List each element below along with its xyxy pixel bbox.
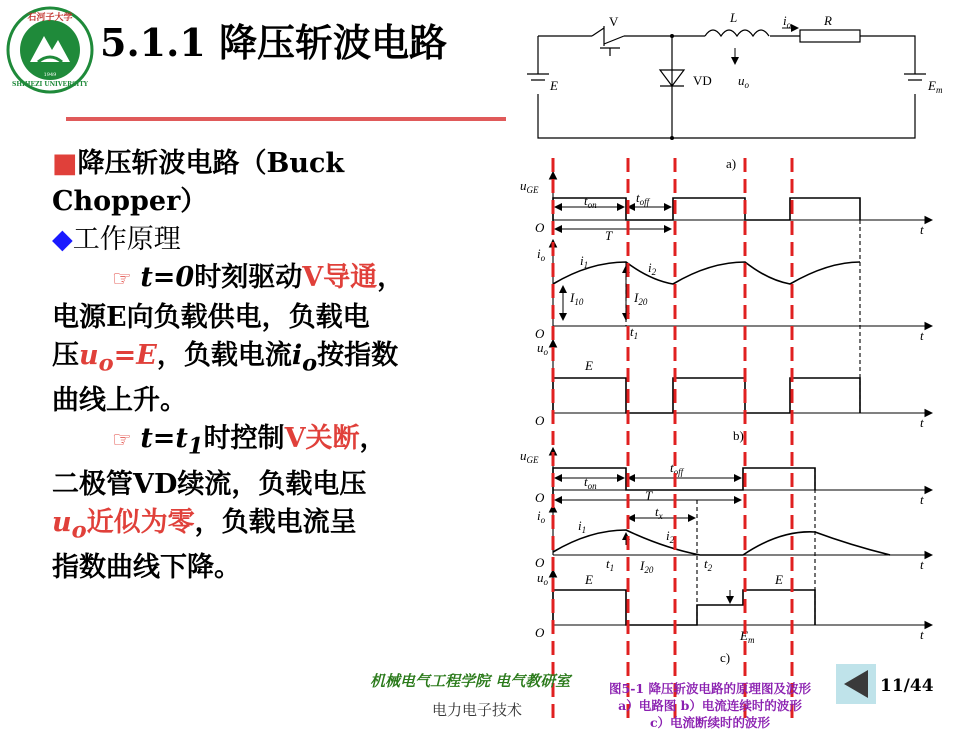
- label-i2: $i_2$: [648, 260, 657, 277]
- label-O: O: [535, 220, 545, 235]
- red-guide-lines: [553, 158, 792, 720]
- label-t: t: [920, 222, 924, 237]
- label-I20: $I_{20}$: [634, 290, 648, 307]
- label-uGE: $u_{GE}$: [520, 448, 539, 465]
- logo-text-bottom: SHIHEZI UNIVERSITY: [12, 81, 88, 88]
- node-dot: [670, 136, 674, 140]
- label-O: O: [535, 490, 545, 505]
- label-Em: $E_m$: [928, 78, 943, 95]
- title-underline: [66, 117, 506, 121]
- square-bullet-icon: ■: [52, 148, 78, 179]
- label-uGE: $u_{GE}$: [520, 178, 539, 195]
- label-t: t: [920, 492, 924, 507]
- label-I10: $I_{10}$: [570, 290, 584, 307]
- label-E: E: [585, 572, 593, 587]
- label-V: V: [609, 14, 619, 29]
- label-I20: $I_{20}$: [640, 558, 654, 575]
- node-dot: [670, 34, 674, 38]
- label-toff: $t_{off}$: [636, 190, 650, 207]
- course-name: 电力电子技术: [432, 701, 523, 719]
- label-E2: E: [775, 572, 783, 587]
- page-number: 11/44: [880, 676, 934, 696]
- label-t: t: [920, 627, 924, 642]
- label-O: O: [535, 413, 545, 428]
- label-io: $i_o$: [537, 508, 546, 525]
- logo-text-top: 石河子大学: [27, 13, 73, 23]
- label-i2: $i_2$: [666, 528, 675, 545]
- label-t: t: [920, 557, 924, 572]
- panel-a-label: a): [726, 156, 737, 171]
- previous-slide-button[interactable]: [836, 664, 876, 704]
- heading-line-cont: Chopper）: [52, 186, 208, 217]
- circuit-and-waveforms: [505, 0, 980, 735]
- label-R: R: [824, 13, 832, 28]
- bullet-text: ■降压斩波电路（Buck Chopper） ◆工作原理 ☞ t=0时刻驱动V导通， 电源E向负载供电，负载电 压$u_o=E$，负载电流$i_o$按指数 曲线上升。 ☞ $t=t_1$时控制V关断， 二极管VD续流，负载电压 $u_o$近似为零，负载电流呈 指数曲线下降。: [52, 145, 452, 587]
- label-tx: $t_x$: [655, 504, 663, 521]
- panel-c-label: c): [720, 650, 731, 665]
- figure-caption: 图5-1 降压斩波电路的原理图及波形 a）电路图 b）电流连续时的波形 c）电流断续时的波形: [609, 681, 811, 730]
- pointing-hand-icon: ☞: [112, 267, 132, 292]
- label-T: T: [645, 488, 653, 503]
- label-Em: $E_m$: [740, 628, 755, 645]
- label-ton: $t_{on}$: [584, 474, 597, 491]
- label-io: $i_o$: [783, 13, 792, 30]
- panel-b-label: b): [733, 428, 744, 443]
- label-O: O: [535, 625, 545, 640]
- university-seal-icon: [4, 6, 96, 94]
- label-io: $i_o$: [537, 246, 546, 263]
- label-toff: $t_{off}$: [670, 460, 684, 477]
- label-E: E: [550, 78, 558, 93]
- label-t: t: [920, 415, 924, 430]
- heading-line: [52, 145, 452, 183]
- label-uo: $u_o$: [537, 340, 548, 357]
- paragraph-1: ☞ t=0时刻驱动V导通，: [112, 262, 405, 293]
- label-ton: $t_{on}$: [584, 193, 597, 210]
- label-i1: $i_1$: [578, 518, 587, 535]
- label-O: O: [535, 555, 545, 570]
- page-title: 5.1.1 降压斩波电路: [100, 20, 448, 65]
- label-t1: $t_1$: [606, 556, 615, 573]
- pointing-hand-icon: ☞: [112, 428, 132, 454]
- label-L: L: [730, 10, 738, 25]
- diamond-bullet-icon: ◆: [52, 224, 73, 255]
- label-VD: VD: [693, 73, 712, 88]
- label-O: O: [535, 326, 545, 341]
- previous-triangle-icon: [836, 664, 876, 704]
- college-name: 机械电气工程学院 电气教研室: [370, 672, 571, 690]
- sub-heading: ◆工作原理: [52, 224, 181, 255]
- buck-circuit: [527, 26, 926, 138]
- label-t: t: [920, 328, 924, 343]
- label-E: E: [585, 358, 593, 373]
- label-uo: $u_o$: [738, 73, 749, 90]
- label-t1: $t_1$: [630, 324, 639, 341]
- label-T: T: [605, 228, 613, 243]
- label-uo: $u_o$: [537, 570, 548, 587]
- heading-text: 降压斩波电路（Buck: [77, 148, 345, 179]
- paragraph-2: ☞ $t=t_1$时控制V关断，: [112, 423, 387, 460]
- label-t2: $t_2$: [704, 556, 713, 573]
- logo-year: 1949: [43, 72, 57, 78]
- label-i1: $i_1$: [580, 253, 589, 270]
